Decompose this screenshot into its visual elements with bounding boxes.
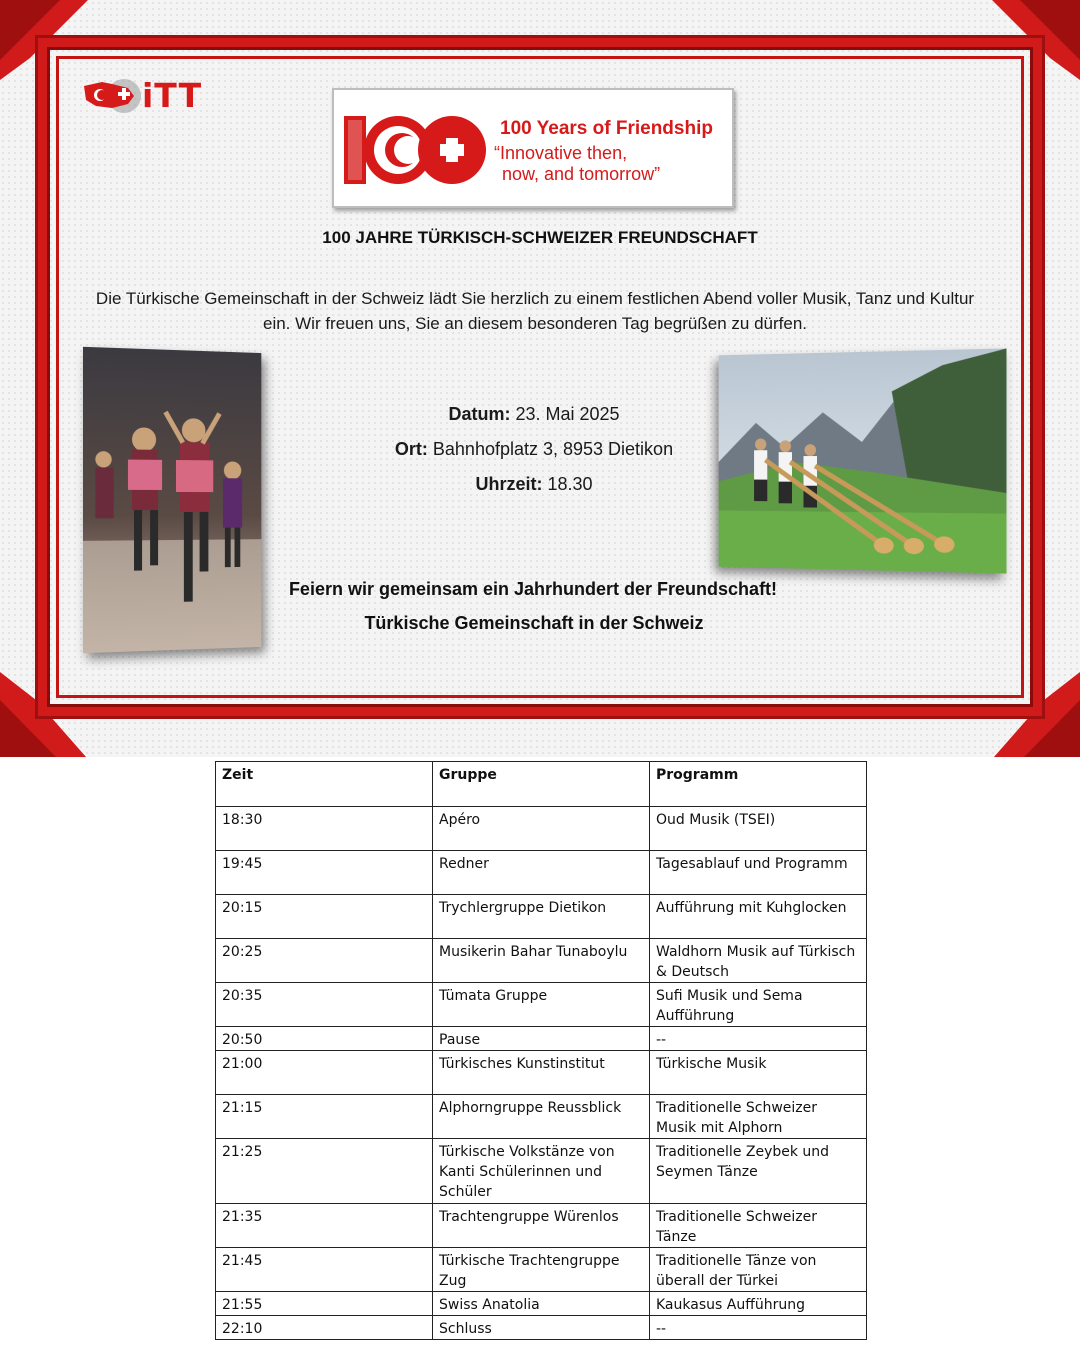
table-row: [216, 1027, 867, 1051]
cell-group: Türkisches Kunstinstitut: [433, 1051, 650, 1095]
cell-group: Apéro: [433, 807, 650, 851]
cell-group: Schluss: [433, 1316, 650, 1340]
table-row: [216, 1292, 867, 1316]
cell-time: 21:00: [216, 1051, 433, 1095]
cell-program: Türkische Musik: [650, 1051, 867, 1095]
cell-time: 18:30: [216, 807, 433, 851]
column-header-program: Programm: [650, 762, 867, 807]
cell-time: 19:45: [216, 851, 433, 895]
column-header-time: Zeit: [216, 762, 433, 807]
closing-slogan: Feiern wir gemeinsam ein Jahrhundert der Freundschaft!: [288, 579, 778, 599]
cell-program: Tagesablauf und Programm: [650, 851, 867, 895]
cell-time: 20:50: [216, 1027, 433, 1051]
cell-group: Türkische Volkstänze von Kanti Schülerinnen und Schüler: [433, 1139, 650, 1204]
cell-group: Redner: [433, 851, 650, 895]
cell-group: Trachtengruppe Würenlos: [433, 1204, 650, 1248]
cell-group: Musikerin Bahar Tunaboylu: [433, 939, 650, 983]
cell-program: Sufi Musik und Sema Aufführung: [650, 983, 867, 1027]
cell-group: Türkische Trachtengruppe Zug: [433, 1248, 650, 1292]
location-label: Ort:: [394, 439, 428, 459]
anniversary-100-logo: [342, 108, 492, 190]
table-row: [216, 939, 867, 983]
table-row: [216, 1204, 867, 1248]
cell-program: Traditionelle Zeybek und Seymen Tänze: [650, 1139, 867, 1204]
time-value: 18.30: [542, 474, 593, 494]
cell-time: 21:45: [216, 1248, 433, 1292]
table-row: [216, 1316, 867, 1340]
banner-slogan-line1: “Innovative then,: [494, 143, 628, 163]
cell-time: 22:10: [216, 1316, 433, 1340]
cell-group: Pause: [433, 1027, 650, 1051]
table-row: [216, 1248, 867, 1292]
intro-text: Die Türkische Gemeinschaft in der Schweiz lädt Sie herzlich zu einem festlichen Abend voller Musik, Tanz und Kultur ein. Wir freuen uns, Sie an diesem besonderen Tag begrüßen zu dürfen.: [95, 289, 975, 333]
table-row: [216, 851, 867, 895]
column-header-group: Gruppe: [433, 762, 650, 807]
cell-group: Tümata Gruppe: [433, 983, 650, 1027]
location-value: Bahnhofplatz 3, 8953 Dietikon: [427, 439, 674, 459]
cell-program: --: [650, 1027, 867, 1051]
cell-program: --: [650, 1316, 867, 1340]
page-title: 100 JAHRE TÜRKISCH-SCHWEIZER FREUNDSCHAFT: [322, 228, 758, 247]
cell-group: Alphorngruppe Reussblick: [433, 1095, 650, 1139]
cell-time: 20:25: [216, 939, 433, 983]
cell-time: 20:15: [216, 895, 433, 939]
table-row: [216, 1095, 867, 1139]
table-row: [216, 1139, 867, 1204]
date-value: 23. Mai 2025: [510, 404, 620, 424]
alphorn-photo: [719, 348, 1007, 573]
time-label: Uhrzeit:: [475, 474, 543, 494]
cell-time: 21:55: [216, 1292, 433, 1316]
table-row: [216, 983, 867, 1027]
date-label: Datum:: [448, 404, 511, 424]
cell-group: Trychlergruppe Dietikon: [433, 895, 650, 939]
cell-program: Traditionelle Schweizer Tänze: [650, 1204, 867, 1248]
cell-program: Waldhorn Musik auf Türkisch & Deutsch: [650, 939, 867, 983]
table-row: [216, 1051, 867, 1095]
cell-group: Swiss Anatolia: [433, 1292, 650, 1316]
cell-time: 21:15: [216, 1095, 433, 1139]
itt-logo-text: iTT: [142, 76, 203, 115]
folk-dance-photo: [83, 347, 261, 653]
cell-program: Aufführung mit Kuhglocken: [650, 895, 867, 939]
cell-program: Traditionelle Schweizer Musik mit Alphorn: [650, 1095, 867, 1139]
banner-slogan-line2: now, and tomorrow”: [502, 164, 661, 184]
table-row: [216, 807, 867, 851]
program-schedule-table: [215, 761, 867, 1340]
cell-program: Kaukasus Aufführung: [650, 1292, 867, 1316]
anniversary-banner: [332, 88, 734, 208]
cell-program: Traditionelle Tänze von überall der Türkei: [650, 1248, 867, 1292]
cell-program: Oud Musik (TSEI): [650, 807, 867, 851]
cell-time: 20:35: [216, 983, 433, 1027]
table-row: [216, 895, 867, 939]
cell-time: 21:25: [216, 1139, 433, 1204]
organizer-name: Türkische Gemeinschaft in der Schweiz: [364, 613, 704, 633]
banner-title: 100 Years of Friendship: [500, 118, 713, 139]
cell-time: 21:35: [216, 1204, 433, 1248]
table-header-row: [216, 762, 867, 807]
